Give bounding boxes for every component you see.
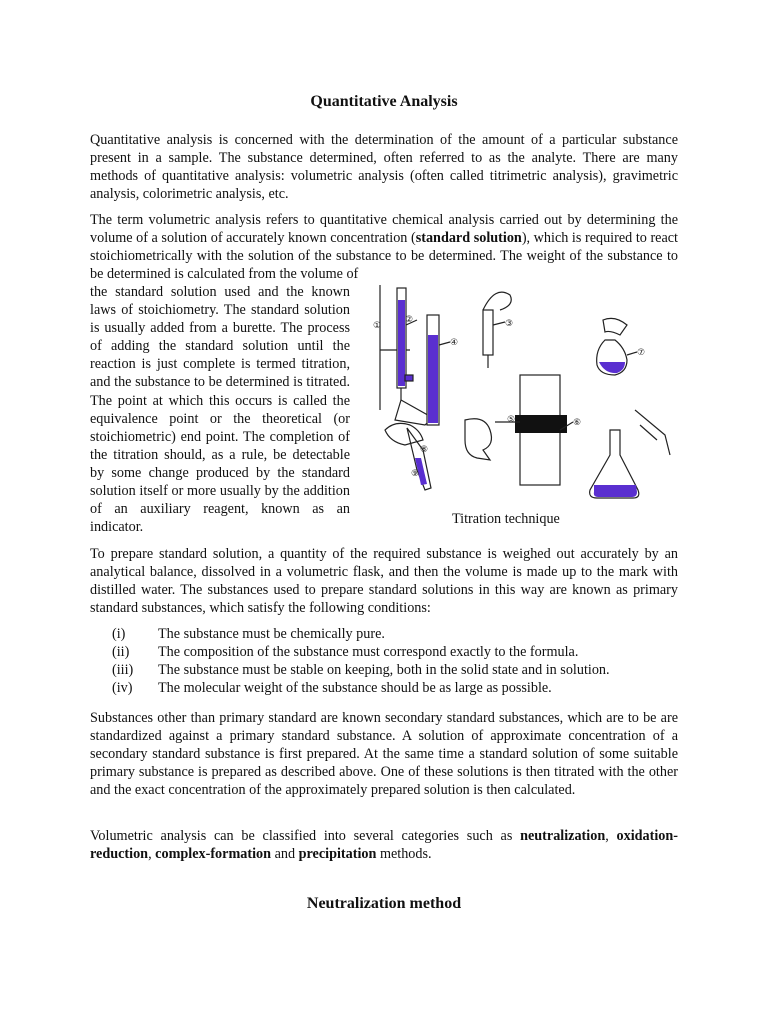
- figure-label-6: ⑥: [573, 418, 582, 428]
- list-item-text: The substance must be chemically pure.: [158, 626, 385, 642]
- bold-term-precipitation: precipitation: [298, 846, 377, 862]
- list-item: [90, 661, 678, 679]
- figure-label-2: ②: [405, 315, 414, 325]
- section-heading: Neutralization method: [306, 895, 462, 912]
- wrapped-paragraph: [90, 283, 350, 536]
- text-span: ,: [148, 846, 156, 862]
- paragraph-intro: Quantitative analysis is concerned with the determination of the amount of a particular substance present in a sample. The substance determined, often referred to as the analyte. There are many methods of quantitative analysis: volumetric analysis (often called titrimetric analysis), gravimetric analysis, colorimetric analysis, etc.: [90, 132, 678, 202]
- figure-label-4: ③: [505, 319, 514, 329]
- figure-label-5: ⑤: [507, 415, 516, 425]
- bold-term-complex-formation: complex-formation: [155, 846, 272, 862]
- list-item: [90, 679, 678, 697]
- list-item-number: (iii): [112, 662, 134, 678]
- conditions-list: [90, 625, 678, 697]
- text-span: and: [271, 846, 299, 862]
- paragraph-titration: the standard solution used and the known laws of stoichiometry. The standard solution is usually added from a burette. The process of adding the standard solution until the reaction is just complete is termed titration, and the substance to be determined is titrated. The point at which this occurs is called the equivalence point or the theoretical (or stoichiometric) end point. The completion of the titration should, as a rule, be detectable by some change produced by the standard solution itself or more usually by the addition of an auxiliary reagent, known as an indicator.: [90, 284, 350, 536]
- text-span: The term volumetric analysis refers to quantitative chemical analysis carried out by determining the volume of a solution of accurately known concentration (: [90, 212, 678, 246]
- figure-caption: Titration technique: [452, 511, 560, 527]
- figure-label-1: ①: [373, 321, 382, 331]
- bold-term-neutralization: neutralization: [520, 828, 606, 844]
- titration-illustration: [365, 280, 678, 532]
- list-item-text: The composition of the substance must correspond exactly to the formula.: [158, 644, 579, 660]
- pipette: [483, 310, 493, 355]
- list-item-text: The substance must be stable on keeping, both in the solid state and in solution.: [158, 662, 610, 678]
- list-item: [90, 643, 678, 661]
- figure-label-3: ④: [450, 338, 459, 348]
- figure-label-9: ⑨: [411, 469, 420, 479]
- page-title: Quantitative Analysis: [310, 93, 458, 110]
- text-span: ), which is required to react stoichiometrically with the solution of the substance to be determined. The weight of the substance to be determined is calculated from the volume of: [90, 230, 678, 282]
- text-span: methods.: [376, 846, 432, 862]
- text-span: ,: [605, 828, 617, 844]
- list-item-number: (i): [112, 626, 126, 642]
- figure-label-8: ⑧: [420, 445, 429, 455]
- titration-figure: [365, 280, 678, 532]
- list-item-number: (ii): [112, 644, 130, 660]
- list-item: [90, 625, 678, 643]
- paragraph-secondary-standard: Substances other than primary standard are known secondary standard substances, which are to be are standardized against a primary standard substance. A solution of approximate concentration of a secondary standard substance is first prepared. At the same time a standard solution of some suitable primary substance is prepared as described above. One of these solutions is then titrated with the other and the exact concentration of the approximately prepared solution is then calculated.: [90, 710, 678, 798]
- list-item-number: (iv): [112, 680, 133, 696]
- bold-term-standard-solution: standard solution: [415, 230, 522, 246]
- paragraph-standard-solution: To prepare standard solution, a quantity of the required substance is weighed out accurately by an analytical balance, dissolved in a volumetric flask, and then the volume is made up to the mark with distilled water. The substances used to prepare standard solutions in this way are known as primary standard substances, which satisfy the following conditions:: [90, 546, 678, 616]
- bold-term-oxidation-reduction: oxidation-reduction: [90, 828, 679, 862]
- list-item-text: The molecular weight of the substance should be as large as possible.: [158, 680, 552, 696]
- figure-label-7: ⑦: [637, 348, 646, 358]
- text-span: Volumetric analysis can be classified into several categories such as: [90, 828, 521, 844]
- paragraph-categories: [90, 827, 678, 863]
- paragraph-volumetric: [90, 211, 678, 283]
